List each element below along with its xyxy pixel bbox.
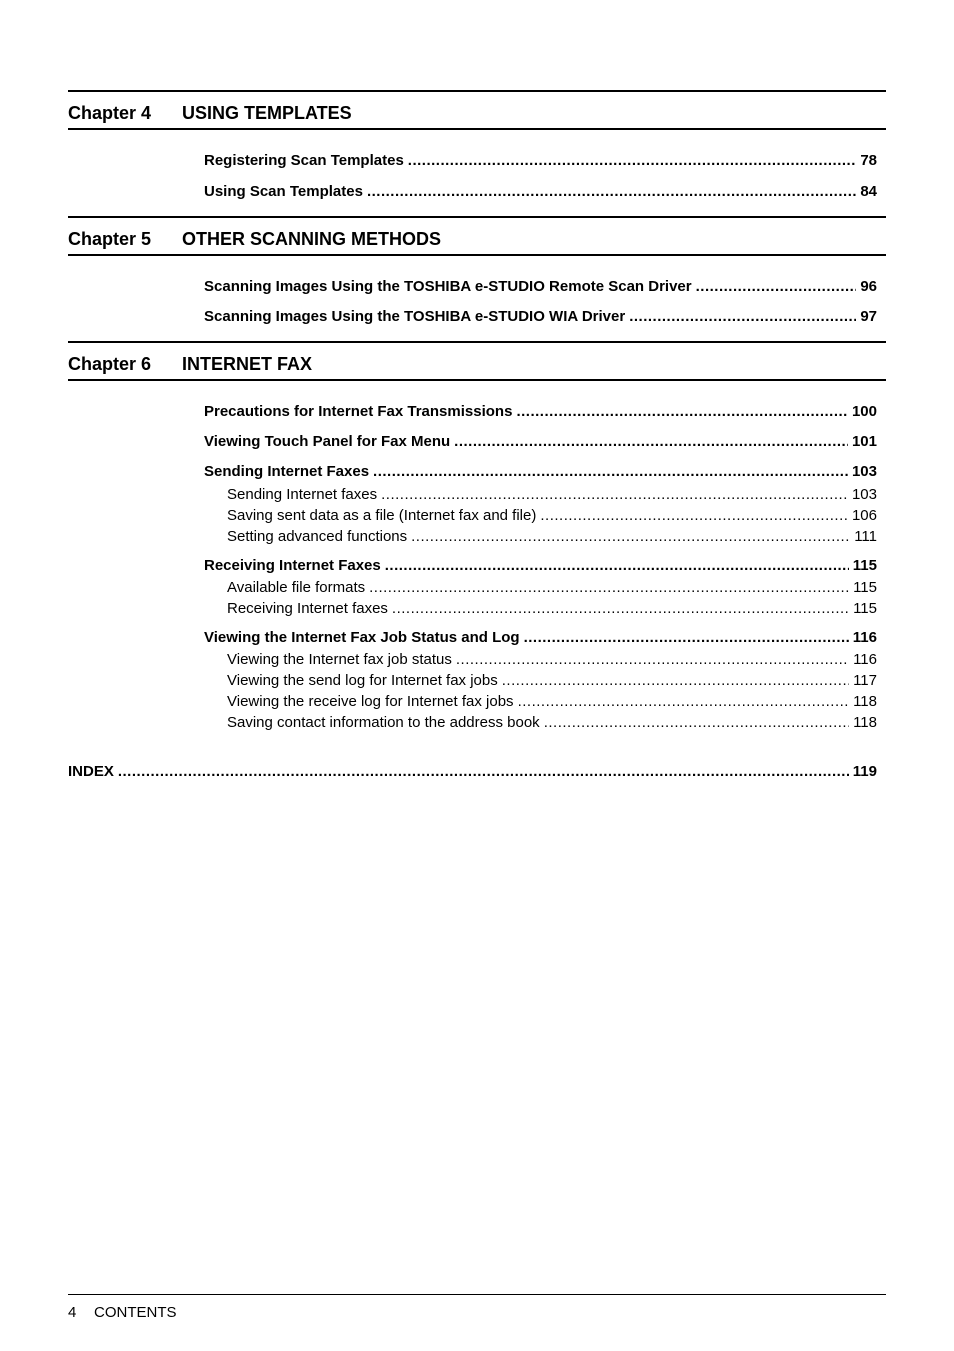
toc-entry-title: Registering Scan Templates [204, 152, 404, 169]
toc-subentry-title: Viewing the Internet fax job status [227, 651, 452, 668]
chapter-title: INTERNET FAX [182, 354, 313, 374]
chapter-number: Chapter 4 [68, 103, 152, 123]
dot-leader [456, 651, 849, 669]
footer-page-number: 4 [68, 1304, 77, 1321]
toc-subentry[interactable] [227, 486, 877, 504]
dot-leader [544, 714, 849, 732]
toc-subentry-page: 111 [854, 528, 877, 545]
dot-leader [454, 433, 848, 451]
chapter-number: Chapter 5 [68, 229, 152, 249]
toc-subentry-page: 118 [853, 693, 877, 710]
toc-entry[interactable] [204, 152, 877, 170]
toc-entry-title: Precautions for Internet Fax Transmissions [204, 403, 513, 420]
toc-subentry-page: 115 [853, 600, 877, 617]
toc-subentry[interactable] [227, 600, 877, 618]
toc-entry[interactable] [204, 278, 877, 296]
dot-leader [629, 308, 856, 326]
toc-index-entry[interactable] [68, 763, 877, 781]
toc-subentry-page: 103 [851, 486, 877, 503]
toc-entry-title: Using Scan Templates [204, 183, 363, 200]
toc-subentry-title: Sending Internet faxes [227, 486, 378, 503]
toc-subentry[interactable] [227, 693, 877, 711]
page-footer [68, 1304, 177, 1321]
dot-leader [373, 463, 848, 481]
toc-entry-page: 96 [860, 278, 877, 295]
toc-entry-page: 101 [851, 433, 877, 450]
chapter-title: OTHER SCANNING METHODS [182, 229, 442, 249]
toc-subentry-title: Viewing the send log for Internet fax jobs [227, 672, 498, 689]
chapter-number: Chapter 6 [68, 354, 152, 374]
dot-leader [369, 579, 849, 597]
dot-leader [367, 183, 856, 201]
toc-subentry-page: 115 [853, 579, 877, 596]
toc-subentry-title: Saving sent data as a file (Internet fax and file) [227, 507, 537, 524]
toc-entry[interactable] [204, 308, 877, 326]
footer-section-title: CONTENTS [94, 1304, 177, 1321]
toc-subentry-title: Setting advanced functions [227, 528, 408, 545]
toc-subentry-title: Viewing the receive log for Internet fax jobs [227, 693, 514, 710]
toc-subentry[interactable] [227, 672, 877, 690]
toc-entry-page: 115 [852, 557, 877, 574]
dot-leader [540, 507, 848, 525]
toc-entry-title: Sending Internet Faxes [204, 463, 370, 480]
toc-entry-page: 119 [852, 763, 877, 780]
toc-entry-title: INDEX [68, 763, 114, 780]
toc-subentry-page: 117 [853, 672, 877, 689]
dot-leader [408, 152, 857, 170]
toc-entry-page: 103 [851, 463, 877, 480]
toc-entry[interactable] [204, 463, 877, 481]
toc-entry[interactable] [204, 433, 877, 451]
toc-subentry-title: Available file formats [227, 579, 366, 596]
footer-divider [68, 1294, 886, 1295]
dot-leader [118, 763, 849, 781]
toc-entry[interactable] [204, 557, 877, 575]
dot-leader [516, 403, 848, 421]
dot-leader [696, 278, 857, 296]
toc-entry[interactable] [204, 183, 877, 201]
toc-entry-page: 78 [860, 152, 877, 169]
dot-leader [518, 693, 850, 711]
toc-entry-title: Scanning Images Using the TOSHIBA e-STUDIO Remote Scan Driver [204, 278, 692, 295]
chapter-4-heading [68, 90, 886, 130]
toc-subentry[interactable] [227, 714, 877, 732]
toc-subentry-page: 118 [853, 714, 877, 731]
dot-leader [392, 600, 849, 618]
chapter-title: USING TEMPLATES [182, 103, 352, 123]
toc-entry[interactable] [204, 629, 877, 647]
toc-entry-page: 84 [860, 183, 877, 200]
toc-entry[interactable] [204, 403, 877, 421]
dot-leader [502, 672, 849, 690]
chapter-5-heading [68, 216, 886, 256]
toc-subentry-title: Receiving Internet faxes [227, 600, 388, 617]
toc-entry-title: Scanning Images Using the TOSHIBA e-STUDIO WIA Driver [204, 308, 626, 325]
dot-leader [411, 528, 850, 546]
toc-entry-page: 100 [851, 403, 877, 420]
toc-entry-page: 97 [860, 308, 877, 325]
dot-leader [524, 629, 849, 647]
toc-subentry-title: Saving contact information to the address book [227, 714, 540, 731]
dot-leader [385, 557, 849, 575]
chapter-6-heading [68, 341, 886, 381]
toc-entry-title: Viewing the Internet Fax Job Status and Log [204, 629, 520, 646]
toc-entry-page: 116 [852, 629, 877, 646]
toc-subentry-page: 106 [851, 507, 877, 524]
toc-subentry[interactable] [227, 507, 877, 525]
toc-subentry-page: 116 [853, 651, 877, 668]
toc-subentry[interactable] [227, 528, 877, 546]
toc-entry-title: Viewing Touch Panel for Fax Menu [204, 433, 451, 450]
toc-subentry[interactable] [227, 651, 877, 669]
dot-leader [381, 486, 848, 504]
toc-entry-title: Receiving Internet Faxes [204, 557, 381, 574]
toc-subentry[interactable] [227, 579, 877, 597]
